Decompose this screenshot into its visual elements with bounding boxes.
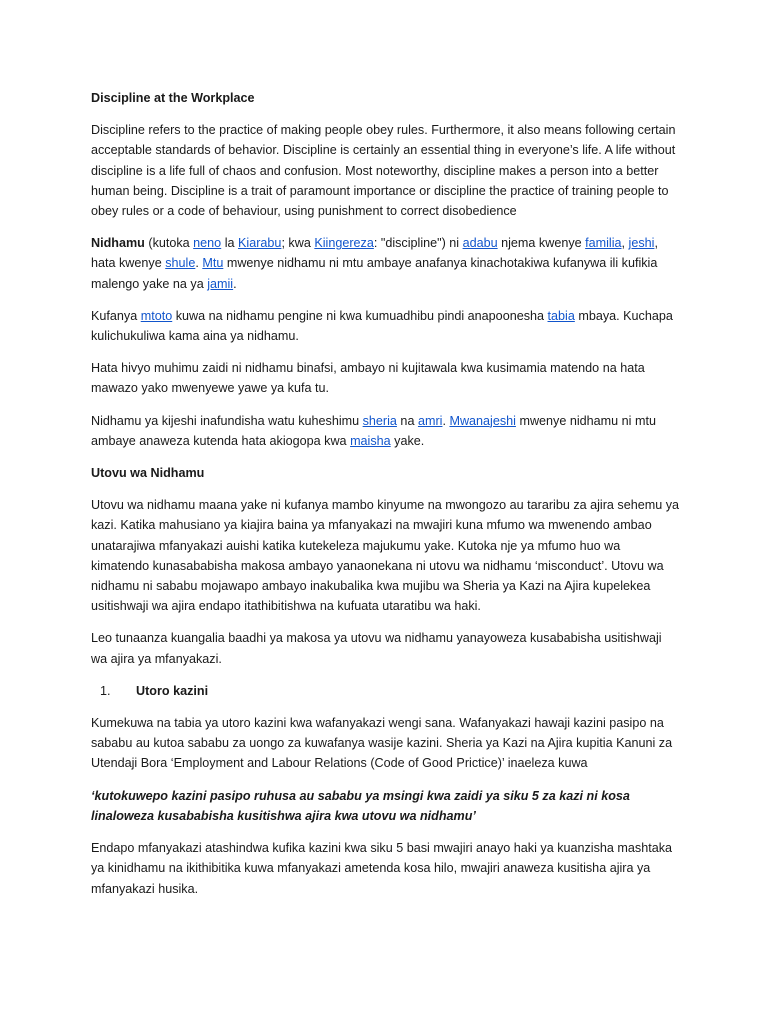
utovu-definition-paragraph: Utovu wa nidhamu maana yake ni kufanya mambo kinyume na mwongozo au tararibu za ajira sehemu ya kazi. Katika mahusiano ya kiajira baina ya mfanyakazi na mwajiri kuna mfumo wa mwenendo ambao unatarajiwa mfanyakazi auishi katika kutekeleza majukumu yake. Kutoka nje ya mfumo huo wa kimatendo kunasababisha makosa ambayo yanaonekana ni utovu wa nidhamu ‘misconduct’. Utovu wa nidhamu ni sababu mojawapo ambayo inakubalika kwa mujibu wa Sheria ya Kazi na Ajira kupelekea usitishwaji wa ajira endapo itathibitishwa na kufuata utaratibu wa haki. bbox=[91, 498, 680, 614]
nidhamu-definition-paragraph bbox=[91, 233, 681, 294]
link-jamii[interactable]: jamii bbox=[207, 276, 234, 291]
link-maisha[interactable]: maisha bbox=[350, 433, 391, 448]
text-span: mwenye nidhamu ni mtu ambaye anaweza kutenda hata akiogopa kwa bbox=[91, 413, 656, 448]
link-tabia[interactable]: tabia bbox=[547, 308, 575, 323]
list-item-label: Utoro kazini bbox=[136, 683, 209, 698]
document-page bbox=[91, 88, 681, 911]
text-span: , hata kwenye bbox=[91, 236, 658, 271]
kufanya-paragraph bbox=[91, 306, 681, 346]
text-span: Nidhamu ya kijeshi inafundisha watu kuheshimu bbox=[91, 413, 363, 428]
text-span: mwenye nidhamu ni mtu ambaye anafanya kinachotakiwa kufanywa ili kufikia malengo yake na ya bbox=[91, 256, 658, 291]
leo-paragraph: Leo tunaanza kuangalia baadhi ya makosa ya utovu wa nidhamu yanayoweza kusababisha usitishwaji wa ajira ya mfanyakazi. bbox=[91, 631, 662, 666]
document-title: Discipline at the Workplace bbox=[91, 91, 255, 105]
link-kiingereza[interactable]: Kiingereza bbox=[314, 236, 374, 251]
link-sheria[interactable]: sheria bbox=[362, 413, 397, 428]
link-mwanajeshi[interactable]: Mwanajeshi bbox=[449, 413, 516, 428]
link-amri[interactable]: amri bbox=[417, 413, 443, 428]
text-span: . bbox=[442, 413, 450, 428]
link-jeshi[interactable]: jeshi bbox=[628, 236, 655, 251]
text-span: : "discipline") ni bbox=[373, 236, 463, 251]
intro-paragraph: Discipline refers to the practice of making people obey rules. Furthermore, it also means following certain acceptable standards of behavior. Discipline is certainly an essential thing in everyone’s life. A life without discipline is a life full of chaos and confusion. Most noteworthy, discipline makes a person into a better human being. Discipline is a trait of paramount importance or discipline the practice of training people to obey rules or a code of behaviour, using punishment to correct disobedience bbox=[91, 123, 676, 219]
text-span: Kufanya bbox=[91, 308, 141, 323]
text-span: yake. bbox=[390, 433, 425, 448]
text-span: (kutoka bbox=[144, 236, 194, 251]
endapo-paragraph: Endapo mfanyakazi atashindwa kufika kazini kwa siku 5 basi mwajiri anayo haki ya kuanzisha mashtaka ya kinidhamu na ikithibitika kuwa mfanyakazi ametenda kosa hilo, mwajiri anaweza kusitisha ajira ya mfanyakazi husika. bbox=[91, 841, 673, 896]
text-span: . bbox=[195, 256, 203, 271]
nidhamu-term: Nidhamu bbox=[91, 236, 145, 251]
numbered-list-item bbox=[91, 681, 681, 701]
list-number: 1. bbox=[100, 683, 111, 698]
nidhamu-binafsi-paragraph: Hata hivyo muhimu zaidi ni nidhamu binafsi, ambayo ni kujitawala kwa kusimamia matendo na hata mawazo yako mwenyewe yawe ya kufa tu. bbox=[91, 361, 645, 396]
text-span: kuwa na nidhamu pengine ni kwa kumuadhibu pindi anapoonesha bbox=[172, 308, 548, 323]
link-kiarabu[interactable]: Kiarabu bbox=[238, 236, 282, 251]
text-span: njema kwenye bbox=[497, 236, 586, 251]
text-span: , bbox=[621, 236, 629, 251]
link-familia[interactable]: familia bbox=[585, 236, 622, 251]
text-span: na bbox=[396, 413, 418, 428]
text-span: ; kwa bbox=[281, 236, 315, 251]
section-heading-utovu: Utovu wa Nidhamu bbox=[91, 466, 205, 481]
nidhamu-kijeshi-paragraph bbox=[91, 411, 681, 451]
link-neno[interactable]: neno bbox=[193, 236, 222, 251]
text-span: . bbox=[233, 276, 237, 291]
link-mtu[interactable]: Mtu bbox=[202, 256, 224, 271]
link-adabu[interactable]: adabu bbox=[462, 236, 498, 251]
text-span: mbaya. Kuchapa kulichukuliwa kama aina ya nidhamu. bbox=[91, 308, 673, 344]
utoro-paragraph: Kumekuwa na tabia ya utoro kazini kwa wafanyakazi wengi sana. Wafanyakazi hawaji kazini pasipo na sababu au kutoa sababu za uongo za kuwafanya wasije kazini. Sheria ya Kazi na Ajira kupitia Kanuni za Utendaji Bora ‘Employment and Labour Relations (Code of Good Prictice)’ inaeleza kuwa bbox=[91, 716, 673, 771]
law-quote: ‘kutokuwepo kazini pasipo ruhusa au sababu ya msingi kwa zaidi ya siku 5 za kazi ni kosa linaloweza kusababisha kusitishwa ajira kwa utovu wa nidhamu’ bbox=[91, 788, 630, 823]
link-mtoto[interactable]: mtoto bbox=[140, 308, 173, 323]
text-span: la bbox=[221, 236, 239, 251]
link-shule[interactable]: shule bbox=[165, 256, 196, 271]
